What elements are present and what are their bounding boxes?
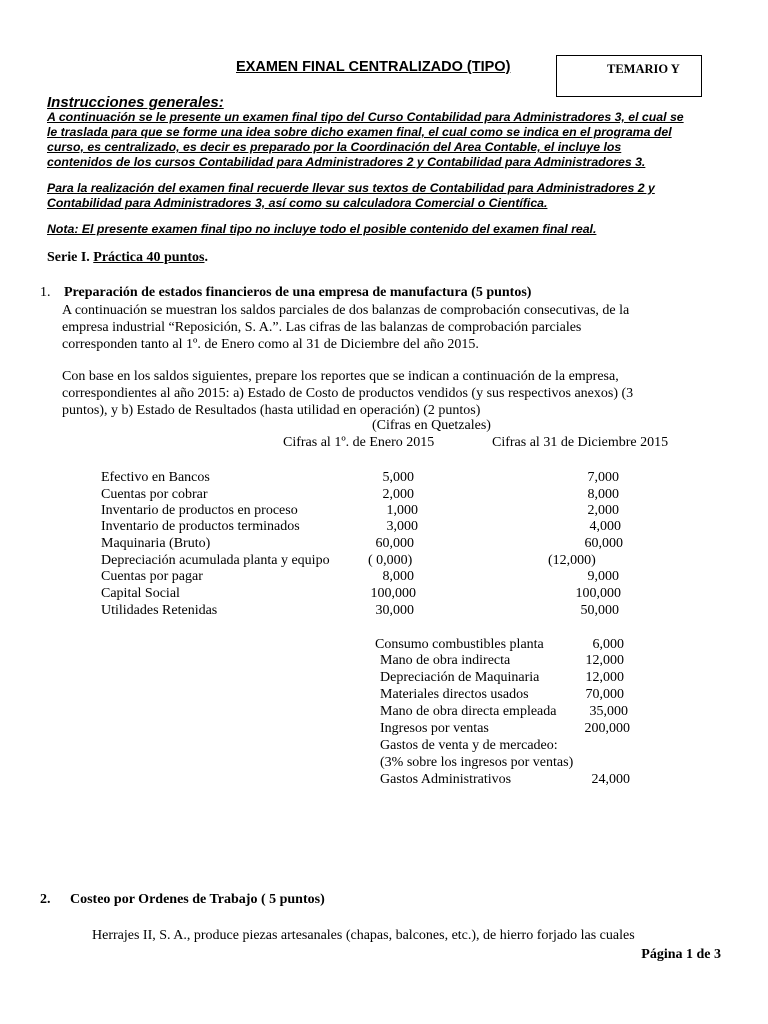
december-value: 9,000 [587,569,619,584]
account-name: Cuentas por pagar [101,569,203,584]
instructions-paragraph-1 [47,110,684,170]
operation-value: 200,000 [584,721,630,736]
text-line: le traslada para que se forme una idea sobre dicho examen final, el cual como se indica en el programa del [47,125,672,139]
temario-label: TEMARIO Y [607,62,680,76]
question-1-intro [62,302,629,353]
january-value: 2,000 [382,487,414,502]
serie-heading [47,250,208,266]
operation-label: (3% sobre los ingresos por ventas) [380,755,574,770]
text-line: Con base en los saldos siguientes, prepare los reportes que se indican a continuación de la empresa, [62,369,619,384]
exam-title: EXAMEN FINAL CENTRALIZADO (TIPO) [236,59,511,75]
text-line: A continuación se muestran los saldos parciales de dos balanzas de comprobación consecutivas, de la [62,303,630,318]
operation-value: 12,000 [585,653,624,668]
december-value: 50,000 [580,603,619,618]
operation-value: 12,000 [585,670,624,685]
account-name: Inventario de productos en proceso [101,503,298,518]
account-name: Cuentas por cobrar [101,487,208,502]
january-value: 8,000 [382,569,414,584]
question-2-title: Costeo por Ordenes de Trabajo ( 5 puntos) [70,892,325,907]
operation-value: 6,000 [592,637,624,652]
serie-prefix: Serie I. [47,250,94,265]
question-2-number: 2. [40,892,51,907]
operation-label: Ingresos por ventas [380,721,489,736]
instructions-paragraph-2 [47,181,655,211]
account-name: Inventario de productos terminados [101,519,300,534]
text-line: empresa industrial “Reposición, S. A.”. Las cifras de las balanzas de comprobación parciales [62,320,582,335]
text-line: puntos), y b) Estado de Resultados (hasta utilidad en operación) (2 puntos) [62,403,481,418]
december-value: 2,000 [587,503,619,518]
operation-value: 70,000 [585,687,624,702]
currency-note: (Cifras en Quetzales) [372,418,491,433]
text-line: Contabilidad para Administradores 3, así como su calculadora Comercial o Científica. [47,196,548,210]
operation-label: Depreciación de Maquinaria [380,670,540,685]
text-line: Para la realización del examen final recuerde llevar sus textos de Contabilidad para Administradores 2 y [47,181,655,195]
january-value: 5,000 [382,470,414,485]
january-value: ( 0,000) [368,553,413,568]
operation-label: Gastos Administrativos [380,772,512,787]
serie-suffix: . [204,250,208,265]
january-value: 3,000 [386,519,418,534]
text-line: contenidos de los cursos Contabilidad para Administradores 2 y Contabilidad para Administradores 3. [47,155,646,169]
account-name: Utilidades Retenidas [101,603,218,618]
text-line: correspondientes al año 2015: a) Estado de Costo de productos vendidos (y sus respectivos anexos) (3 [62,386,634,401]
operation-label: Gastos de venta y de mercadeo: [380,738,558,753]
temario-box [556,55,702,97]
account-name: Maquinaria (Bruto) [101,536,211,551]
serie-label: Práctica 40 puntos [93,250,205,265]
january-value: 60,000 [375,536,414,551]
december-value: 100,000 [575,586,621,601]
january-value: 30,000 [375,603,414,618]
page-number: Página 1 de 3 [641,947,721,962]
instructions-heading: Instrucciones generales: [47,94,224,111]
operation-value: 35,000 [589,704,628,719]
question-1-number: 1. [40,285,51,300]
instructions-note: Nota: El presente examen final tipo no incluye todo el posible contenido del examen final real. [47,222,597,236]
text-line: corresponden tanto al 1º. de Enero como al 31 de Diciembre del año 2015. [62,337,479,352]
december-value: 60,000 [584,536,623,551]
account-name: Depreciación acumulada planta y equipo [101,553,330,568]
december-value: (12,000) [548,553,596,568]
operation-label: Mano de obra directa empleada [380,704,557,719]
column-header-january: Cifras al 1º. de Enero 2015 [283,435,435,450]
operation-label: Materiales directos usados [380,687,529,702]
december-value: 7,000 [587,470,619,485]
account-name: Capital Social [101,586,180,601]
text-line: curso, es centralizado, es decir es preparado por la Coordinación del Area Contable, el incluye los [47,140,622,154]
question-1-title: Preparación de estados financieros de una empresa de manufactura (5 puntos) [64,285,532,300]
text-line: A continuación se le presente un examen final tipo del Curso Contabilidad para Administradores 3, el cual se [47,110,684,124]
question-2-text: Herrajes II, S. A., produce piezas artesanales (chapas, balcones, etc.), de hierro forjado las cuales [92,928,635,943]
account-name: Efectivo en Bancos [101,470,210,485]
column-header-december: Cifras al 31 de Diciembre 2015 [492,435,669,450]
operation-label: Consumo combustibles planta [375,637,544,652]
december-value: 4,000 [589,519,621,534]
operation-value: 24,000 [591,772,630,787]
december-value: 8,000 [587,487,619,502]
question-1-instructions [62,368,633,419]
january-value: 1,000 [386,503,418,518]
operation-label: Mano de obra indirecta [380,653,511,668]
january-value: 100,000 [370,586,416,601]
